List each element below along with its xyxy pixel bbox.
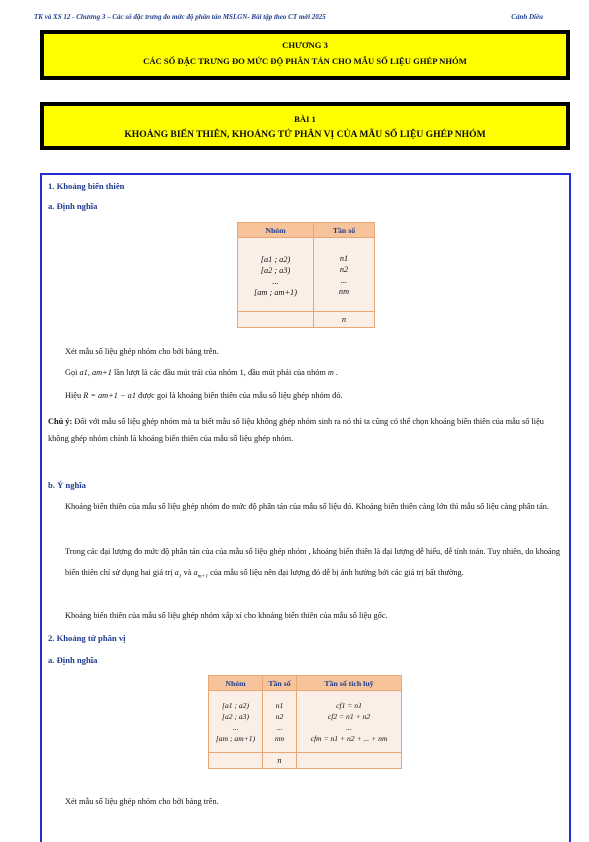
frequency-table — [237, 222, 375, 328]
section-1a-heading: a. Định nghĩa — [48, 201, 98, 211]
cumulative-cell: ... — [346, 722, 352, 732]
note-text: Đối với mẫu số liệu ghép nhóm mà ta biết mẫu số liệu không ghép nhóm sinh ra nó thì ta cũng có thể chọn khoảng biến thiên của mẫu số liệu không ghép nhóm chính là khoảng biến thiên của mẫu số liệu ghép nhóm. — [48, 417, 544, 443]
cumulative-cell: cfm = n1 + n2 + ... + nm — [310, 733, 388, 743]
group-column — [238, 238, 314, 312]
paragraph-range-def — [48, 390, 566, 402]
paragraph-meaning-1: Khoảng biến thiên của mẫu số liệu ghép nhóm đo mức độ phân tán của mẫu số liệu đó. Khoảng biến thiên càng lớn thì mẫu số liệu càng phân tán. — [65, 502, 549, 511]
frequency-column — [314, 238, 375, 312]
group-cell: [a1 ; a2) — [222, 700, 249, 710]
text-run: Hiệu — [65, 391, 82, 400]
text-run: Gọi — [65, 368, 78, 377]
group-cell: ... — [272, 277, 279, 286]
total-frequency-cell: n — [314, 312, 375, 328]
lesson-subtitle: KHOẢNG BIẾN THIÊN, KHOẢNG TỨ PHÂN VỊ CỦA MẪU SỐ LIỆU GHÉP NHÓM — [124, 129, 486, 140]
text-run: được gọi là khoảng biến thiên của mẫu số liệu ghép nhóm đó. — [138, 391, 343, 400]
note-label: Chú ý: — [48, 417, 73, 426]
col-header-group: Nhóm — [238, 223, 314, 238]
frequency-cell: nm — [274, 733, 285, 743]
frequency-cell: n2 — [339, 264, 349, 274]
paragraph-intro-2: Xét mẫu số liệu ghép nhóm cho bởi bảng trên. — [65, 797, 219, 806]
chapter-title-box — [40, 30, 570, 80]
text-run: lần lượt là các đầu mút trái của nhóm 1, đầu mút phải của nhóm — [113, 368, 326, 377]
frequency-cell: nm — [338, 286, 350, 296]
total-frequency-cell: n — [263, 753, 297, 769]
group-column — [209, 691, 263, 753]
cumulative-column — [297, 691, 402, 753]
frequency-cell: ... — [340, 275, 348, 285]
frequency-column — [263, 691, 297, 753]
chapter-subtitle: CÁC SỐ ĐẶC TRƯNG ĐO MỨC ĐỘ PHÂN TÁN CHO MẪU SỐ LIỆU GHÉP NHÓM — [143, 56, 467, 66]
group-cell: [a2 ; a3) — [222, 711, 249, 721]
cumulative-cell: cf2 = n1 + n2 — [327, 711, 371, 721]
group-cell: ... — [232, 722, 239, 732]
note-paragraph — [48, 414, 566, 447]
col-header-frequency: Tần số — [314, 223, 375, 238]
total-empty-cell — [238, 312, 314, 328]
text-run: của mẫu số liệu nên đại lượng đó dễ bị ảnh hưởng bởi các giá trị bất thường. — [210, 568, 464, 577]
paragraph-meaning-3: Khoảng biến thiên của mẫu số liệu ghép nhóm xấp xỉ cho khoảng biến thiên của mẫu số liệu gốc. — [65, 611, 388, 620]
math-run: a1, am+1 — [79, 368, 112, 377]
paragraph-meaning-2: Trong các đại lượng đo mức độ phân tán của của mẫu số liệu ghép nhóm , khoảng biến thiên là đại lượng dễ hiểu, dễ tính toán. Tuy nhiên, do khoảng biến thiên chỉ sử dụng hai giá trị $a_1$ và $a_{m+1}$ của mẫu số liệu nên đại lượng đó dễ bị ảnh hưởng bởi các giá trị bất thường. — [65, 547, 561, 580]
total-empty-cell — [297, 753, 402, 769]
page-header — [34, 13, 555, 25]
paragraph-intro: Xét mẫu số liệu ghép nhóm cho bởi bảng trên. — [65, 347, 219, 356]
paragraph-endpoints — [48, 367, 566, 379]
group-cell: [am ; am+1) — [254, 288, 297, 297]
math-run: m . — [327, 368, 339, 377]
lesson-title-box — [40, 102, 570, 150]
text-run: Trong các đại lượng đo mức độ phân tán của của mẫu số liệu ghép nhóm , khoảng biến thiên là đại lượng dễ hiểu, dễ tính toán. Tuy nhiên, do khoảng biến thiên chỉ sử dụng hai giá trị — [65, 547, 561, 577]
chapter-title: CHƯƠNG 3 — [282, 40, 328, 50]
frequency-cell: n1 — [275, 700, 284, 710]
col-header-group: Nhóm — [209, 676, 263, 691]
frequency-cell: n2 — [275, 711, 284, 721]
frequency-cell: n1 — [339, 253, 349, 263]
group-cell: [am ; am+1) — [215, 733, 256, 743]
section-2-heading: 2. Khoảng tứ phân vị — [48, 633, 126, 643]
section-1-heading: 1. Khoảng biến thiên — [48, 181, 125, 191]
frequency-cell: ... — [276, 722, 283, 732]
col-header-frequency: Tần số — [263, 676, 297, 691]
total-empty-cell — [209, 753, 263, 769]
section-1b-heading: b. Ý nghĩa — [48, 480, 86, 490]
group-cell: [a1 ; a2) — [260, 255, 291, 264]
cumulative-frequency-table — [208, 675, 402, 769]
cumulative-cell: cf1 = n1 — [336, 700, 362, 710]
lesson-title: BÀI 1 — [294, 114, 316, 124]
col-header-cumulative: Tần số tích luỹ — [297, 676, 402, 691]
section-2a-heading: a. Định nghĩa — [48, 655, 98, 665]
text-run: và — [183, 568, 192, 577]
math-run: R = am+1 − a1 — [83, 391, 136, 400]
group-cell: [a2 ; a3) — [260, 266, 291, 275]
header-right-text: Cánh Diều — [511, 13, 543, 21]
header-left-text: TK và XS 12 - Chương 3 – Các số đặc trưng đo mức độ phân tán MSLGN- Bài tập theo CT mới 2025 — [34, 13, 326, 21]
